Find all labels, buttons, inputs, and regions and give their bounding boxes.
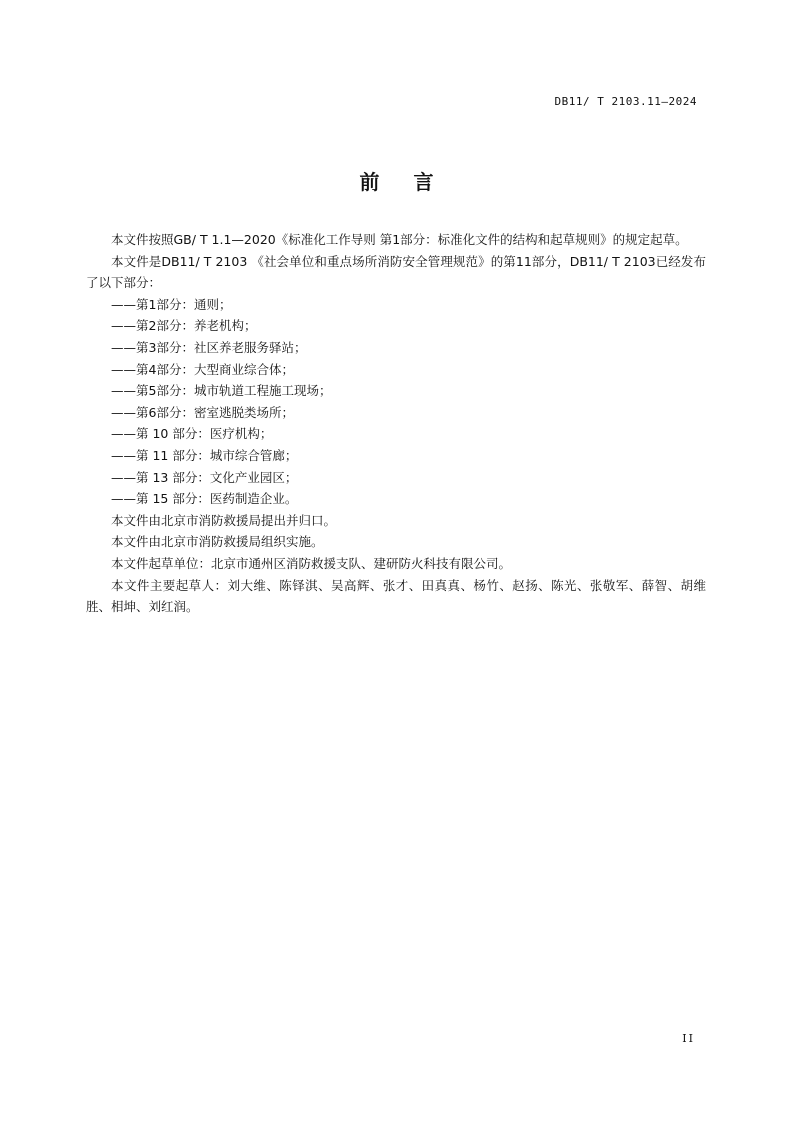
list-item: ——第2部分：养老机构； [111,318,257,334]
intro-paragraph-2: 本文件是DB11/ T 2103 《社会单位和重点场所消防安全管理规范》的第11部分，DB11/ T 2103已经发布了以下部分： [86,253,706,291]
page-title: 前言 [359,170,468,194]
list-item: ——第 10 部分：医疗机构； [111,426,273,442]
list-item: ——第6部分：密室逃脱类场所； [111,404,294,420]
parts-list [86,294,706,510]
page-number: II [682,1032,695,1045]
list-item: ——第 15 部分：医药制造企业。 [111,491,298,507]
drafters-paragraph: 本文件主要起草人：刘大维、陈铎淇、吴高辉、张才、田真真、杨竹、赵扬、陈光、张敬军、薛智、胡维胜、相坤、刘红润。 [86,577,706,615]
document-code: DB11/ T 2103.11—2024 [554,95,697,108]
list-item: ——第 13 部分：文化产业园区； [111,469,298,485]
implemented-by-paragraph: 本文件由北京市消防救援局组织实施。 [111,534,324,550]
list-item: ——第5部分：城市轨道工程施工现场； [111,383,332,399]
list-item: ——第3部分：社区养老服务驿站； [111,339,307,355]
list-item: ——第1部分：通则； [111,296,232,312]
list-item: ——第 11 部分：城市综合管廊； [111,447,298,463]
list-item: ——第4部分：大型商业综合体； [111,361,294,377]
foreword-body [86,229,706,618]
intro-paragraph-1: 本文件按照GB/ T 1.1—2020《标准化工作导则 第1部分：标准化文件的结构和起草规则》的规定起草。 [111,232,688,247]
drafting-units-paragraph: 本文件起草单位：北京市通州区消防救援支队、建研防火科技有限公司。 [111,555,512,571]
proposed-by-paragraph: 本文件由北京市消防救援局提出并归口。 [111,512,337,528]
